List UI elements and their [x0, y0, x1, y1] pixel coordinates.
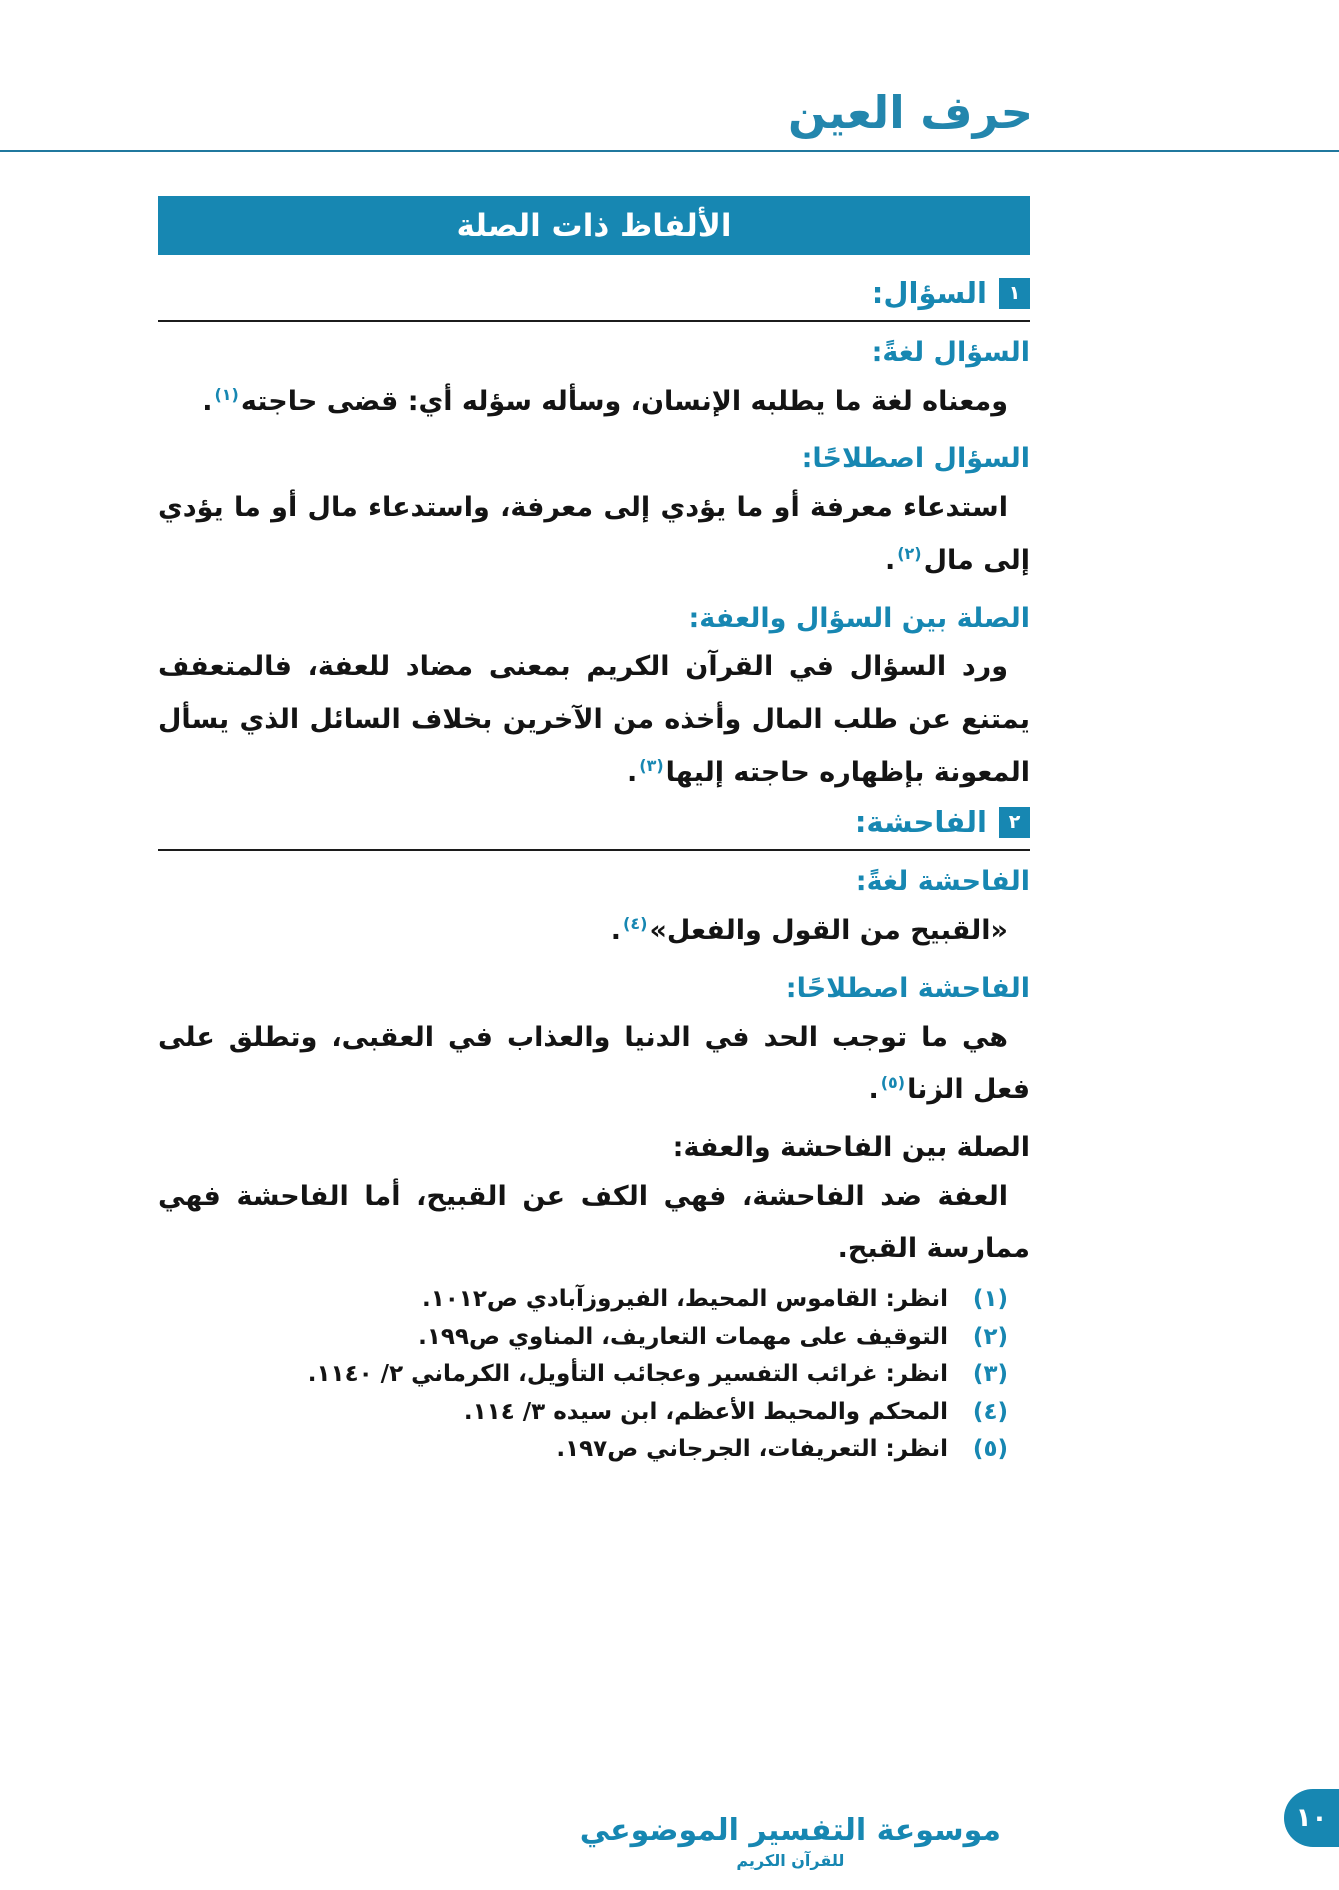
paragraph-period: .: [868, 1074, 879, 1106]
publisher-logo: [580, 1813, 1001, 1870]
footnote-text: المحكم والمحيط الأعظم، ابن سيده ٣/ ١١٤.: [463, 1398, 948, 1425]
page-number: ١٠: [1295, 1803, 1328, 1833]
paragraph-fahisha-sila: [158, 1171, 1030, 1276]
section-title: الفاحشة:: [854, 805, 987, 840]
subheading-fahisha-sila: الصلة بين الفاحشة والعفة:: [672, 1131, 1030, 1163]
subheading-fahisha-lugha: الفاحشة لغةً:: [855, 866, 1030, 898]
footnote-ref-4: (٤): [623, 914, 648, 934]
main-content: [158, 270, 1030, 1278]
publisher-logo-subtitle: للقرآن الكريم: [736, 1851, 845, 1870]
paragraph-period: .: [884, 544, 896, 576]
section-number-badge: ١: [999, 278, 1030, 309]
footnote-number: (٤): [972, 1398, 1008, 1425]
section-title: السؤال:: [871, 276, 987, 310]
chapter-calligraphy: حرف العين: [788, 86, 1033, 139]
paragraph-fahisha-istilah: [158, 1012, 1030, 1117]
footnote-item: [158, 1357, 1008, 1392]
footnote-item: [158, 1282, 1008, 1317]
section-divider: [158, 849, 1030, 851]
footnote-ref-2: (٢): [897, 543, 922, 563]
footnote-item: [158, 1320, 1008, 1355]
footnote-item: [158, 1432, 1008, 1467]
footnote-ref-3: (٣): [639, 755, 664, 775]
section-header-2: [158, 805, 1030, 839]
header-divider: [0, 150, 1339, 152]
paragraph-period: .: [610, 915, 622, 947]
subheading-sual-lugha: السؤال لغةً:: [871, 337, 1030, 368]
subheading-sual-istilah: السؤال اصطلاحًا:: [801, 443, 1030, 475]
footnote-ref-1: (١): [214, 384, 239, 404]
footnote-item: [158, 1395, 1008, 1430]
footnote-number: (١): [972, 1286, 1008, 1312]
paragraph-text: استدعاء معرفة أو ما يؤدي إلى معرفة، واستدعاء مال أو ما يؤدي إلى مال: [158, 492, 1030, 576]
paragraph-period: .: [626, 756, 638, 788]
page-number-badge: [1284, 1789, 1339, 1847]
paragraph-text: «القبيح من القول والفعل»: [649, 915, 1008, 947]
section-divider: [158, 320, 1030, 322]
banner-title: الألفاظ ذات الصلة: [456, 207, 732, 244]
section-header-1: [158, 276, 1030, 310]
paragraph-sual-lugha: [158, 376, 1030, 429]
related-terms-banner: [158, 196, 1030, 255]
paragraph-sual-sila: [158, 641, 1030, 799]
footnote-number: (٥): [972, 1436, 1008, 1462]
paragraph-text: العفة ضد الفاحشة، فهي الكف عن القبيح، أما الفاحشة فهي ممارسة القبح.: [158, 1180, 1030, 1265]
subheading-fahisha-istilah: الفاحشة اصطلاحًا:: [785, 972, 1030, 1004]
footnote-number: (٢): [972, 1323, 1008, 1350]
paragraph-text: ورد السؤال في القرآن الكريم بمعنى مضاد للعفة، فالمتعفف يمتنع عن طلب المال وأخذه من الآخرين بخلاف السائل الذي يسأل المعونة بإظهاره حاجته إليها: [158, 651, 1030, 788]
footnote-number: (٣): [972, 1361, 1008, 1387]
footnote-ref-5: (٥): [880, 1073, 906, 1093]
footnote-text: انظر: التعريفات، الجرجاني ص١٩٧.: [556, 1436, 948, 1462]
publisher-logo-title: موسوعة التفسير الموضوعي: [579, 1813, 1001, 1848]
footnote-text: انظر: غرائب التفسير وعجائب التأويل، الكرماني ٢/ ١١٤٠.: [307, 1361, 948, 1387]
footnote-text: انظر: القاموس المحيط، الفيروزآبادي ص١٠١٢.: [421, 1286, 948, 1312]
paragraph-text: ومعناه لغة ما يطلبه الإنسان، وسأله سؤله أي: قضى حاجته: [240, 385, 1008, 417]
subheading-sual-sila: الصلة بين السؤال والعفة:: [688, 602, 1030, 634]
footnotes-block: [158, 1282, 1030, 1470]
paragraph-fahisha-lugha: [158, 905, 1030, 958]
footnote-text: التوقيف على مهمات التعاريف، المناوي ص١٩٩.: [418, 1323, 948, 1350]
paragraph-period: .: [202, 385, 213, 417]
paragraph-text: هي ما توجب الحد في الدنيا والعذاب في العقبى، وتطلق على فعل الزنا: [158, 1021, 1030, 1106]
paragraph-sual-istilah: [158, 482, 1030, 587]
section-number-badge: ٢: [999, 807, 1030, 838]
